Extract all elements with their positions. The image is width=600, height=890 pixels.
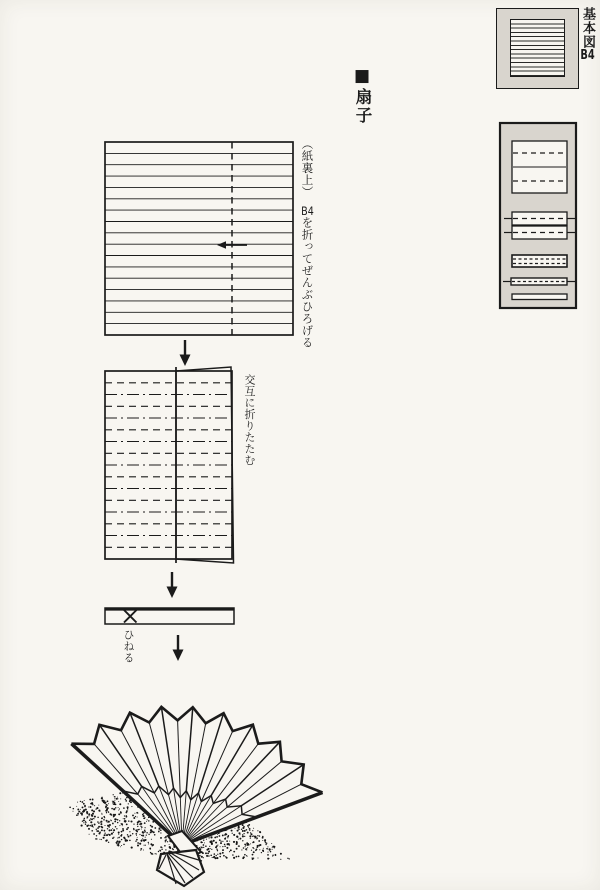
down-arrow-3	[169, 634, 187, 662]
reference-label	[581, 7, 594, 62]
fold-sequence-panel	[498, 121, 580, 311]
page-title-text: 扇子	[353, 88, 372, 125]
panel-step-thin-strip	[512, 255, 567, 267]
diagram-folded-strip	[95, 600, 255, 630]
step1-text: を折ってぜんぶひろげる	[300, 216, 315, 349]
panel-step-thinnest-strip	[503, 278, 575, 285]
step3-label: ひねる	[122, 629, 135, 664]
down-arrow-2	[163, 571, 181, 599]
diagram-accordion-folds	[95, 360, 245, 570]
reference-chart-box	[496, 8, 579, 89]
lined-sheet-thumbnail	[510, 19, 565, 77]
step2-label: 交互に折りたたむ	[243, 374, 256, 466]
panel-step-creased-sheet	[512, 141, 567, 193]
step1-note: （紙裏上）	[300, 138, 315, 198]
pleat-fold-lines	[105, 383, 232, 548]
square-bullet-icon: ■	[352, 66, 372, 88]
panel-step-finished-strip	[512, 294, 567, 300]
diagram-unfolded-sheet	[95, 135, 305, 345]
page-title	[353, 66, 370, 125]
reference-paper-size: B4	[580, 49, 595, 62]
step1-paper-size: B4	[301, 205, 314, 217]
step1-label	[301, 138, 313, 349]
panel-step-folded-strips	[504, 212, 575, 239]
finished-fan-illustration	[30, 680, 350, 890]
reference-title: 基本図	[580, 7, 595, 49]
